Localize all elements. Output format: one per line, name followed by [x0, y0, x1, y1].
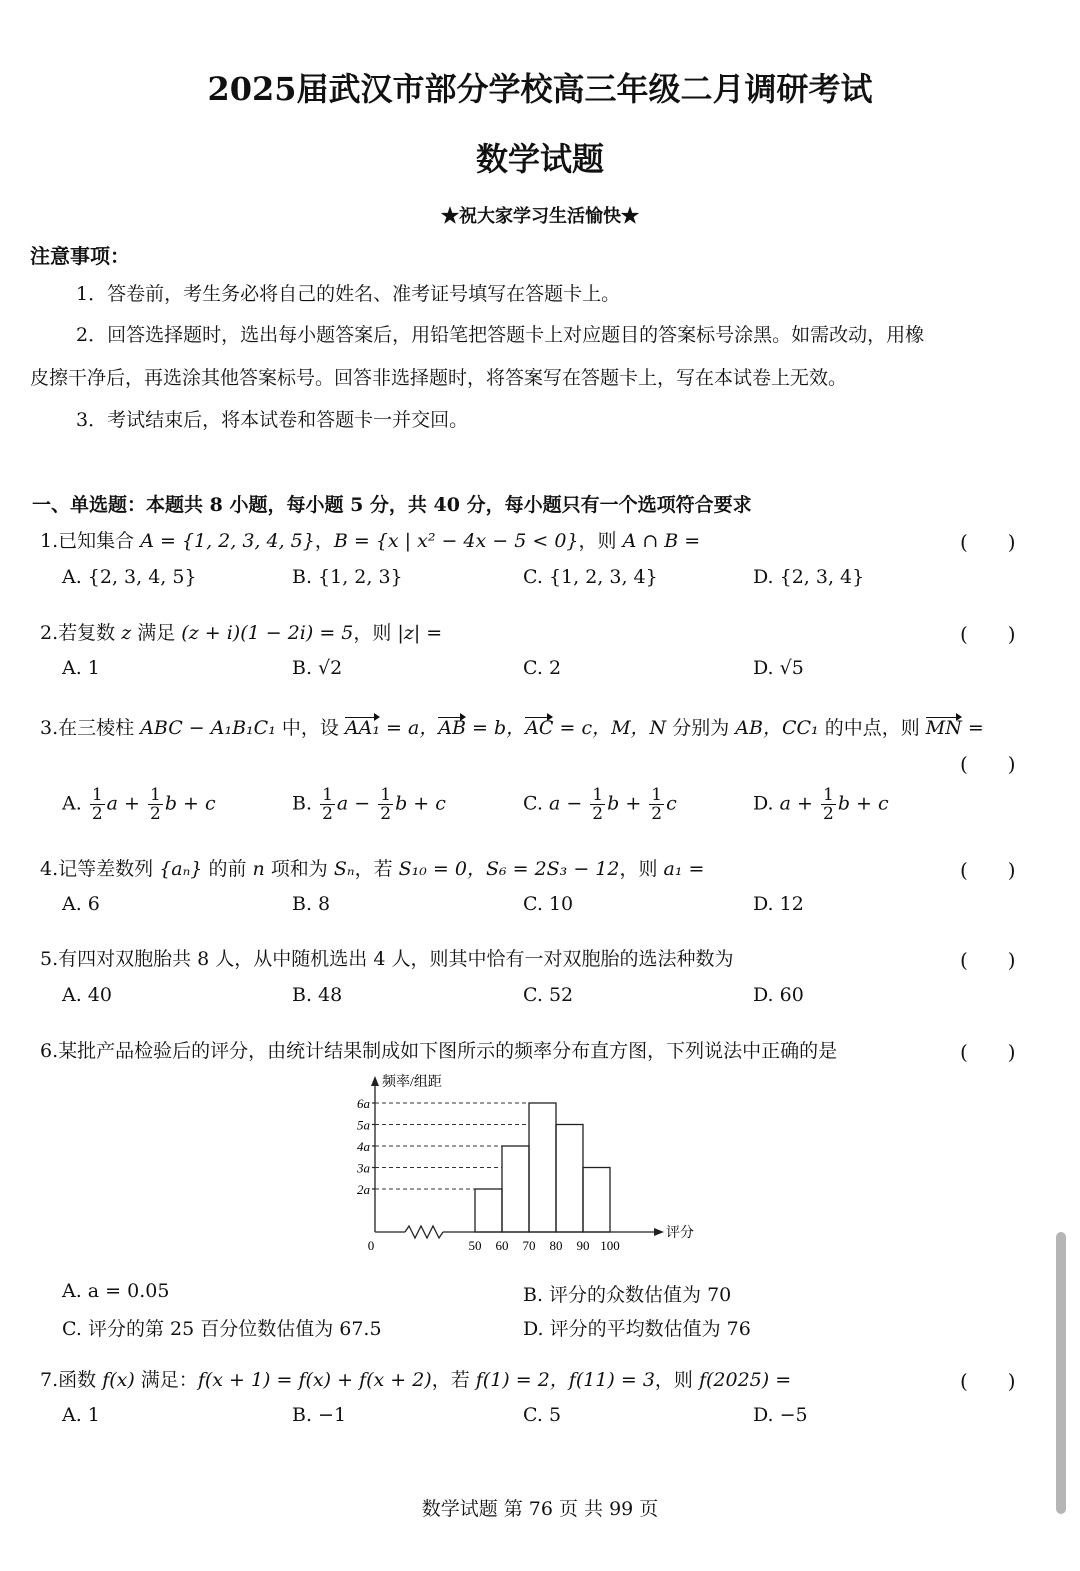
histogram-bar-50-60 — [475, 1189, 502, 1232]
notice-item-2-line-1: 2．回答选择题时，选出每小题答案后，用铅笔把答题卡上对应题目的答案标号涂黑。如需改动，用橡 — [76, 324, 925, 346]
vector-ac: AC — [525, 717, 554, 739]
notice-item-1: 1．答卷前，考生务必将自己的姓名、准考证号填写在答题卡上。 — [76, 283, 621, 305]
q3-option-c: C. a − $\frac{1}{2}$ b + $\frac{1}{2}$ c — [523, 785, 677, 824]
q1-option-b: B. {1, 2, 3} — [292, 566, 403, 588]
origin-label: 0 — [367, 1238, 375, 1253]
x-tick-label-60: 60 — [495, 1238, 509, 1253]
notice-item-3: 3．考试结束后，将本试卷和答题卡一并交回。 — [76, 409, 469, 431]
question-2: 2.若复数 z 满足 (z + i)(1 − 2i) = 5，则 |z| = — [40, 622, 443, 644]
exam-title: 2025届武汉市部分学校高三年级二月调研考试 — [207, 70, 873, 108]
y-tick-label-2a: 2a — [357, 1182, 370, 1197]
y-tick-label-5a: 5a — [357, 1117, 370, 1133]
q7-option-c: C. 5 — [523, 1404, 562, 1426]
fraction: $\frac{1}{2}$ — [651, 785, 663, 824]
q6-option-d: D. 评分的平均数估值为 76 — [523, 1318, 751, 1340]
answer-paren-2: ( ) — [960, 622, 1016, 646]
histogram-bar-80-90 — [556, 1125, 583, 1233]
q4-option-b: B. 8 — [292, 893, 331, 915]
answer-paren-1: ( ) — [960, 530, 1016, 554]
y-axis-arrow — [371, 1076, 379, 1086]
x-tick-label-90: 90 — [576, 1238, 590, 1253]
y-tick-label-3a: 3a — [357, 1160, 370, 1176]
fraction: $\frac{1}{2}$ — [91, 785, 103, 824]
q3-option-a: A. $\frac{1}{2}$ a + $\frac{1}{2}$ b + c — [62, 785, 216, 824]
q7-option-b: B. −1 — [292, 1404, 347, 1426]
q5-option-a: A. 40 — [62, 984, 112, 1006]
fraction: $\frac{1}{2}$ — [592, 785, 604, 824]
y-axis-label: 频率/组距 — [382, 1075, 442, 1090]
x-tick-label-80: 80 — [549, 1238, 563, 1253]
frequency-histogram — [340, 1070, 720, 1260]
axis-break-zigzag — [405, 1226, 443, 1238]
q6-option-b: B. 评分的众数估值为 70 — [523, 1284, 732, 1306]
q3-option-d: D. a + $\frac{1}{2}$ b + c — [753, 785, 889, 824]
x-tick-label-50: 50 — [468, 1238, 482, 1253]
q2-option-a: A. 1 — [62, 657, 100, 679]
section-heading: 一、单选题：本题共 8 小题，每小题 5 分，共 40 分，每小题只有一个选项符合要求 — [32, 494, 752, 516]
q4-option-c: C. 10 — [523, 893, 574, 915]
question-3: 3.在三棱柱 ABC − A₁B₁C₁ 中，设 AA₁ = a，AB = b，AC = c，M，N 分别为 AB，CC₁ 的中点，则 MN = — [40, 717, 984, 739]
q5-option-d: D. 60 — [753, 984, 804, 1006]
q3-option-b: B. $\frac{1}{2}$ a − $\frac{1}{2}$ b + c — [292, 785, 446, 824]
q6-option-c: C. 评分的第 25 百分位数估值为 67.5 — [62, 1318, 382, 1340]
q6-option-a: A. a = 0.05 — [62, 1280, 170, 1302]
notice-heading: 注意事项： — [30, 244, 130, 268]
vertical-scrollbar[interactable] — [1056, 1232, 1066, 1514]
q5-option-b: B. 48 — [292, 984, 343, 1006]
histogram-bar-90-100 — [583, 1168, 610, 1233]
vector-mn: MN — [925, 717, 962, 739]
histogram-bar-60-70 — [502, 1146, 529, 1232]
answer-paren-6: ( ) — [960, 1040, 1016, 1064]
notice-item-2-line-2: 皮擦干净后，再选涂其他答案标号。回答非选择题时，将答案写在答题卡上，写在本试卷上无效。 — [30, 367, 848, 389]
fraction: $\frac{1}{2}$ — [380, 785, 392, 824]
answer-paren-7: ( ) — [960, 1369, 1016, 1393]
q2-option-c: C. 2 — [523, 657, 562, 679]
page-footer: 数学试题 第 76 页 共 99 页 — [421, 1498, 659, 1520]
motto: ★祝大家学习生活愉快★ — [441, 206, 639, 227]
q1-option-a: A. {2, 3, 4, 5} — [62, 566, 197, 588]
exam-subtitle: 数学试题 — [475, 140, 604, 178]
question-7: 7.函数 f(x) 满足：f(x + 1) = f(x) + f(x + 2)，若 f(1) = 2，f(11) = 3，则 f(2025) = — [40, 1369, 792, 1391]
x-tick-label-100: 100 — [600, 1238, 620, 1253]
fraction: $\frac{1}{2}$ — [149, 785, 161, 824]
question-6: 6.某批产品检验后的评分，由统计结果制成如下图所示的频率分布直方图，下列说法中正确的是 — [40, 1040, 838, 1062]
x-tick-label-70: 70 — [522, 1238, 536, 1253]
question-4: 4.记等差数列 {aₙ} 的前 n 项和为 Sₙ，若 S₁₀ = 0，S₆ = 2S₃ − 12，则 a₁ = — [40, 858, 705, 880]
answer-paren-5: ( ) — [960, 948, 1016, 972]
x-axis-label: 评分 — [666, 1226, 694, 1241]
fraction: $\frac{1}{2}$ — [322, 785, 333, 824]
q1-option-d: D. {2, 3, 4} — [753, 566, 865, 588]
q5-option-c: C. 52 — [523, 984, 574, 1006]
vector-ab: AB — [438, 717, 467, 739]
vector-aa1: AA₁ — [344, 717, 380, 739]
histogram-bar-70-80 — [529, 1103, 556, 1232]
question-5: 5.有四对双胞胎共 8 人，从中随机选出 4 人，则其中恰有一对双胞胎的选法种数为 — [40, 948, 734, 970]
q7-option-d: D. −5 — [753, 1404, 808, 1426]
q1-option-c: C. {1, 2, 3, 4} — [523, 566, 658, 588]
q2-option-d: D. √5 — [753, 657, 804, 679]
answer-paren-3: ( ) — [960, 752, 1016, 776]
y-tick-label-6a: 6a — [357, 1096, 370, 1111]
x-axis-arrow — [654, 1228, 664, 1236]
y-tick-label-4a: 4a — [357, 1139, 370, 1154]
q4-option-a: A. 6 — [62, 893, 100, 915]
answer-paren-4: ( ) — [960, 858, 1016, 882]
q7-option-a: A. 1 — [62, 1404, 100, 1426]
q2-option-b: B. √2 — [292, 657, 343, 679]
question-1: 1.已知集合 A = {1, 2, 3, 4, 5}，B = {x | x² − 4x − 5 < 0}，则 A ∩ B = — [40, 530, 701, 552]
q4-option-d: D. 12 — [753, 893, 804, 915]
fraction: $\frac{1}{2}$ — [823, 785, 834, 824]
